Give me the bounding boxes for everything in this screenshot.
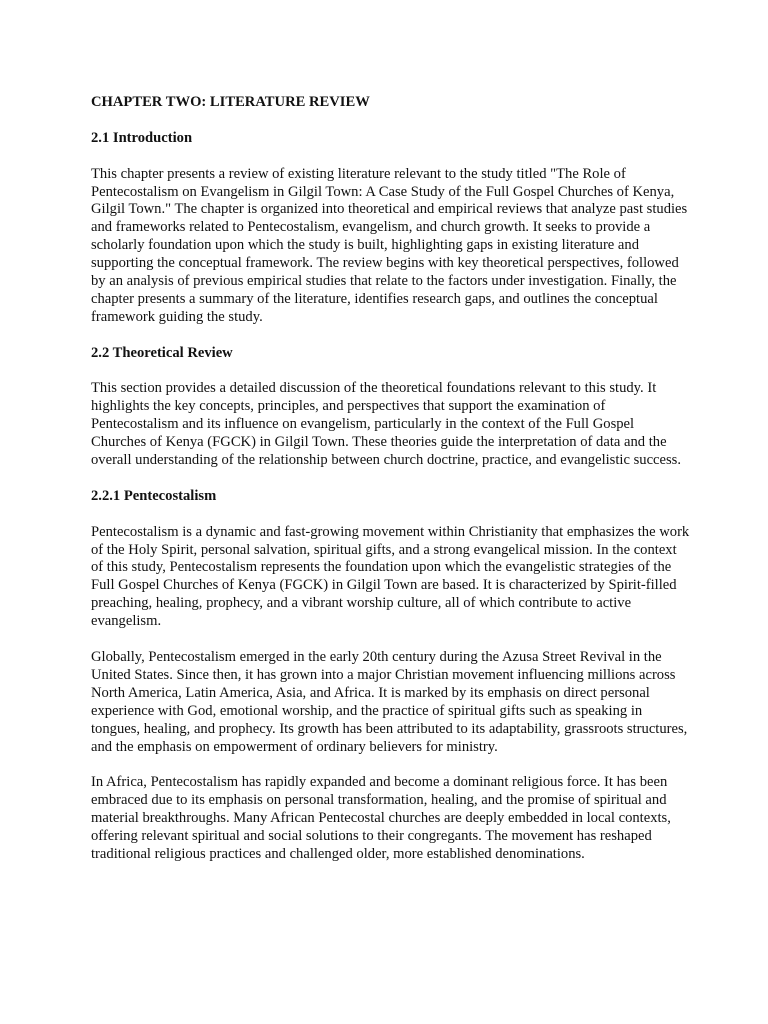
pentecostalism-paragraph-3: In Africa, Pentecostalism has rapidly expanded and become a dominant religious force. It has been embraced due to its emphasis on personal transformation, healing, and the promise of spiritual and material breakthroughs. Many African Pentecostal churches are deeply embedded in local contexts, offering relevant spiritual and social solutions to their congregants. The movement has reshaped traditional religious practices and challenged older, more established denominations. <box>91 774 671 862</box>
section-heading-introduction: 2.1 Introduction <box>91 129 193 146</box>
chapter-title: CHAPTER TWO: LITERATURE REVIEW <box>91 94 370 110</box>
pentecostalism-paragraph-2: Globally, Pentecostalism emerged in the early 20th century during the Azusa Street Revival in the United States. Since then, it has grown into a major Christian movement influencing millions across North America, Latin America, Asia, and Africa. It is marked by its emphasis on direct personal experience with God, emotional worship, and the practice of spiritual gifts such as speaking in tongues, healing, and prophecy. Its growth has been attributed to its adaptability, grassroots structures, and the emphasis on empowerment of ordinary believers for ministry. <box>91 648 688 755</box>
introduction-paragraph: This chapter presents a review of existing literature relevant to the study titled "The Role of Pentecostalism on Evangelism in Gilgil Town: A Case Study of the Full Gospel Churches of Kenya, Gilgil Town." The chapter is organized into theoretical and empirical reviews that analyze past studies and frameworks related to Pentecostalism, evangelism, and church growth. It seeks to provide a scholarly foundation upon which the study is built, highlighting gaps in existing literature and supporting the conceptual framework. The review begins with key theoretical perspectives, followed by an analysis of previous empirical studies that relate to the factors under investigation. Finally, the chapter presents a summary of the literature, identifies research gaps, and outlines the conceptual framework guiding the study. <box>91 165 688 325</box>
section-heading-theoretical-review: 2.2 Theoretical Review <box>91 344 233 361</box>
pentecostalism-paragraph-1: Pentecostalism is a dynamic and fast-growing movement within Christianity that emphasizes the work of the Holy Spirit, personal salvation, spiritual gifts, and a strong evangelical mission. In the context of this study, Pentecostalism represents the foundation upon which the evangelistic strategies of the Full Gospel Churches of Kenya (FGCK) in Gilgil Town are based. It is characterized by Spirit-filled preaching, healing, prophecy, and a vibrant worship culture, all of which contribute to active evangelism. <box>91 523 690 630</box>
document-body <box>91 94 691 864</box>
theoretical-review-paragraph: This section provides a detailed discussion of the theoretical foundations relevant to this study. It highlights the key concepts, principles, and perspectives that support the examination of Pentecostalism and its influence on evangelism, particularly in the context of the Full Gospel Churches of Kenya (FGCK) in Gilgil Town. These theories guide the interpretation of data and the overall understanding of the relationship between church doctrine, practice, and evangelistic success. <box>91 380 682 469</box>
subsection-heading-pentecostalism: 2.2.1 Pentecostalism <box>91 487 217 504</box>
